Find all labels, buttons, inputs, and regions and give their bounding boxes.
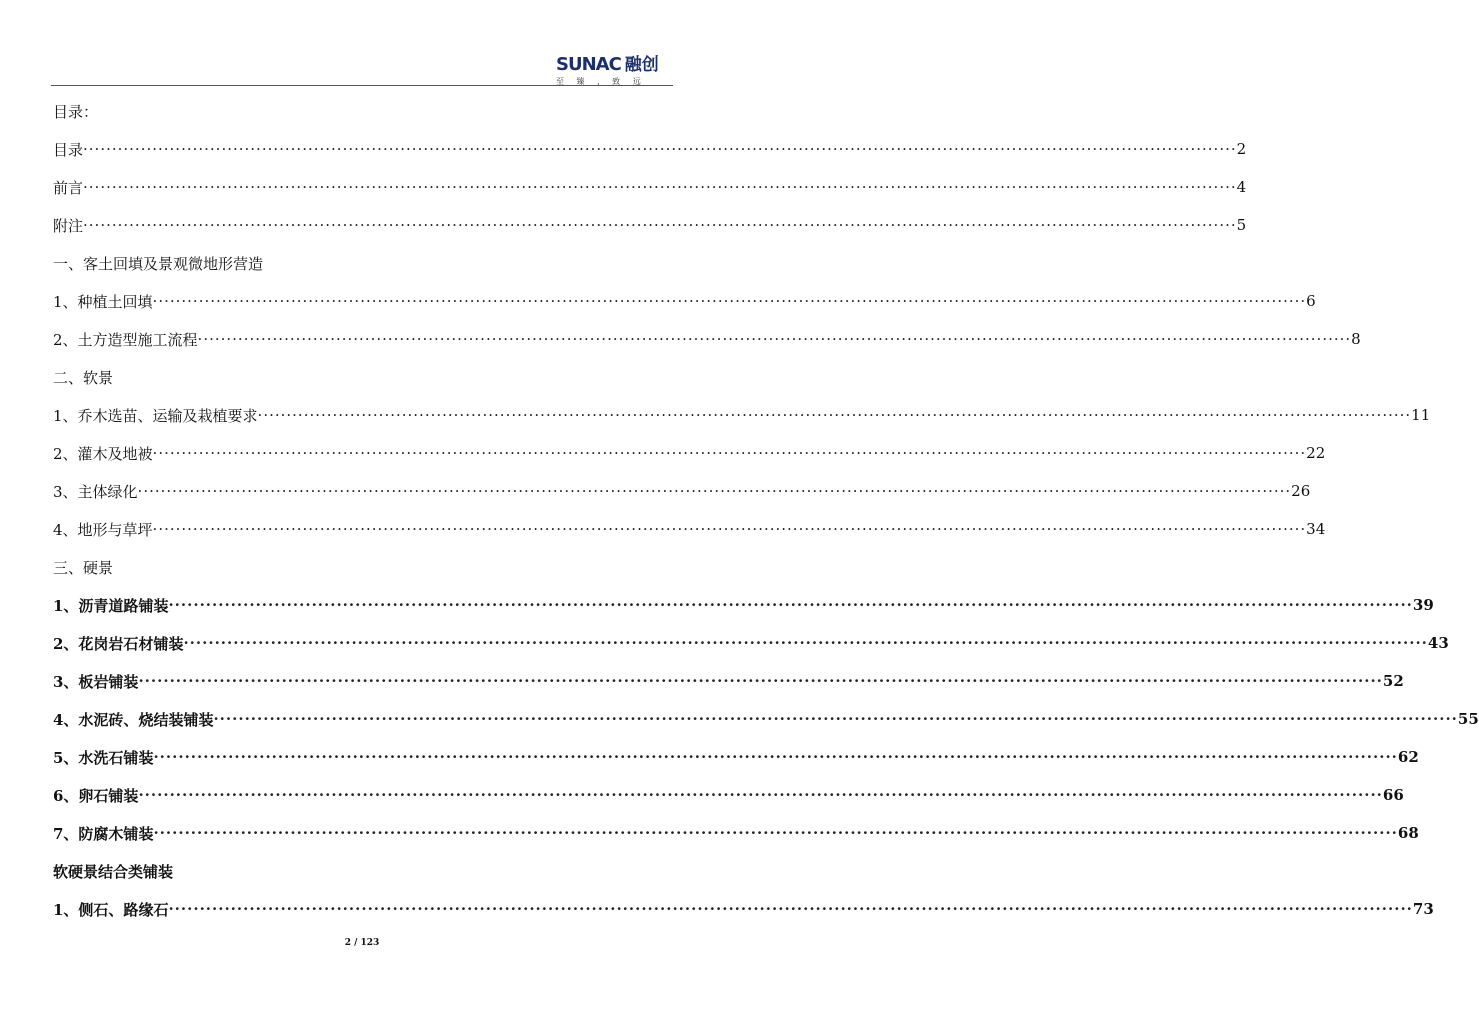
toc-entry-label: 1、沥青道路铺装 <box>53 596 169 615</box>
toc-leader-dots: ········································································································································································································ <box>183 634 1428 652</box>
toc-leader-dots: ········································································································································································································ <box>168 900 1413 918</box>
toc-leader-dots: ········································································································································································································ <box>213 710 1458 728</box>
toc-entry-label: 4、水泥砖、烧结装铺装 <box>53 710 214 729</box>
toc-entry[interactable] <box>53 358 659 396</box>
toc-leader-dots: ········································································································································································································ <box>138 786 1383 804</box>
toc-leader-dots: ········································································································································································································ <box>152 292 1307 310</box>
toc-leader-dots: ········································································································································································································ <box>197 330 1352 348</box>
toc-entry-label: 二、软景 <box>53 368 114 387</box>
toc-leader-dots: ········································································································································································································ <box>257 406 1412 424</box>
toc-title: 目录： <box>53 102 99 121</box>
table-of-contents <box>53 92 1479 928</box>
toc-entry-page: 66 <box>1382 786 1404 804</box>
toc-entry-page: 2 <box>1236 140 1247 158</box>
toc-entry-page: 4 <box>1236 178 1247 196</box>
toc-entry-label: 2、灌木及地被 <box>53 444 153 463</box>
toc-entry-page: 62 <box>1397 748 1419 766</box>
toc-leader-dots: ········································································································································································································ <box>137 482 1292 500</box>
toc-leader-dots: ········································································································································································································ <box>168 596 1413 614</box>
toc-entry[interactable] <box>53 890 1434 928</box>
toc-entry-label: 一、客土回填及景观微地形营造 <box>53 254 264 273</box>
toc-entry[interactable] <box>53 586 1434 624</box>
toc-entry[interactable] <box>53 396 1431 434</box>
toc-entry-label: 7、防腐木铺装 <box>53 824 154 843</box>
toc-entry[interactable] <box>53 738 1419 776</box>
logo-brand-cn: 融创 <box>624 55 659 75</box>
toc-entry[interactable] <box>53 168 1247 206</box>
toc-entry-page: 8 <box>1351 330 1361 348</box>
toc-entry-label: 1、侧石、路缘石 <box>53 900 169 919</box>
toc-entry[interactable] <box>53 472 1311 510</box>
toc-entry[interactable] <box>53 700 1479 738</box>
toc-entry[interactable] <box>53 282 1316 320</box>
toc-entry-label: 附注 <box>53 216 84 235</box>
toc-entry-label: 2、土方造型施工流程 <box>53 330 198 349</box>
toc-entry-page: 52 <box>1382 672 1404 690</box>
toc-leader-dots: ········································································································································································································ <box>152 444 1307 462</box>
toc-entry[interactable] <box>53 244 659 282</box>
toc-leader-dots: ········································································································································································································ <box>83 216 1237 234</box>
toc-entry-label: 4、地形与草坪 <box>53 520 153 539</box>
toc-entry-label: 6、卵石铺装 <box>53 786 139 805</box>
toc-entry-page: 34 <box>1306 520 1326 538</box>
toc-entry-page: 6 <box>1306 292 1316 310</box>
toc-leader-dots: ········································································································································································································ <box>153 748 1398 766</box>
header-divider <box>51 85 673 86</box>
toc-entry[interactable] <box>53 510 1326 548</box>
toc-entry-label: 5、水洗石铺装 <box>53 748 154 767</box>
toc-entry[interactable] <box>53 852 659 890</box>
toc-entry[interactable] <box>53 662 1404 700</box>
toc-entry-label: 前言 <box>53 178 84 197</box>
toc-entry-page: 73 <box>1412 900 1434 918</box>
toc-entry-label: 软硬景结合类铺装 <box>53 862 174 881</box>
page-indicator: 2 / 123 <box>344 938 380 948</box>
toc-entry-page: 39 <box>1412 596 1434 614</box>
toc-entry-page: 55 <box>1457 710 1479 728</box>
toc-leader-dots: ········································································································································································································ <box>152 520 1307 538</box>
toc-entry[interactable] <box>53 206 1247 244</box>
logo-slogan: 至 臻 , 致 远 <box>556 77 646 86</box>
toc-entry-page: 5 <box>1236 216 1247 234</box>
toc-entry-page: 11 <box>1411 406 1431 424</box>
toc-entry-label: 1、种植土回填 <box>53 292 153 311</box>
toc-entry[interactable] <box>53 624 1449 662</box>
toc-entry[interactable] <box>53 548 659 586</box>
toc-entry[interactable] <box>53 434 1326 472</box>
toc-entry-label: 三、硬景 <box>53 558 114 577</box>
toc-entry-label: 1、乔木选苗、运输及栽植要求 <box>53 406 258 425</box>
toc-leader-dots: ········································································································································································································ <box>153 824 1398 842</box>
toc-entry[interactable] <box>53 320 1361 358</box>
toc-entry-label: 3、板岩铺装 <box>53 672 139 691</box>
toc-entry-page: 26 <box>1291 482 1311 500</box>
sunac-logo <box>556 50 674 84</box>
toc-entry[interactable] <box>53 130 1247 168</box>
toc-entry-label: 2、花岗岩石材铺装 <box>53 634 184 653</box>
toc-entry-page: 68 <box>1397 824 1419 842</box>
toc-leader-dots: ········································································································································································································ <box>138 672 1383 690</box>
toc-leader-dots: ········································································································································································································ <box>83 140 1237 158</box>
toc-entry[interactable] <box>53 814 1419 852</box>
toc-entry-page: 22 <box>1306 444 1326 462</box>
logo-brand-text: SUNAC <box>556 54 621 75</box>
toc-entry[interactable] <box>53 776 1404 814</box>
toc-entry-label: 3、主体绿化 <box>53 482 138 501</box>
toc-leader-dots: ········································································································································································································ <box>83 178 1237 196</box>
toc-entry-label: 目录 <box>53 140 84 159</box>
toc-entry-page: 43 <box>1427 634 1449 652</box>
